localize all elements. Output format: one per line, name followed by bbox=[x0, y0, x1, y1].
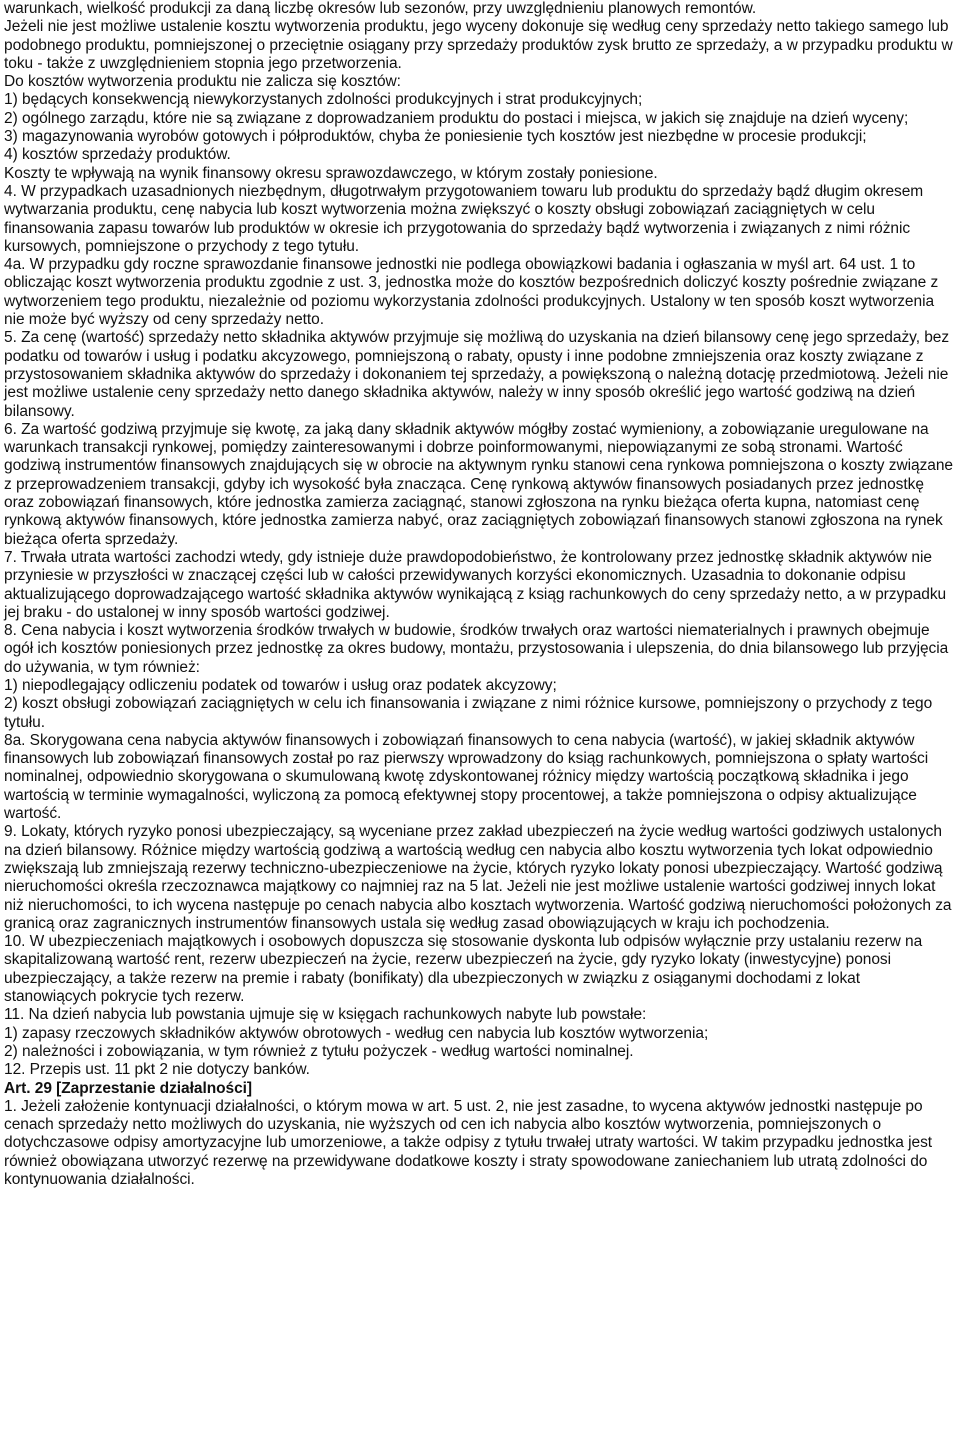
paragraph: 4. W przypadkach uzasadnionych niezbędnym, długotrwałym przygotowaniem towaru lub produktu do sprzedaży bądź długim okresem wytwarzania produktu, cenę nabycia lub koszt wytworzenia można zwiększyć o koszty obsługi zobowiązań zaciągniętych w celu finansowania zapasu towarów lub produktów w okresie ich przygotowania do sprzedaży bądź wytworzenia i związanych z nimi różnic kursowych, pomniejszone o przychody z tego tytułu. bbox=[4, 182, 924, 255]
list-item: 3) magazynowania wyrobów gotowych i półproduktów, chyba że poniesienie tych kosztów jest niezbędne w procesie produkcji; bbox=[4, 128, 867, 146]
list-item: 1) zapasy rzeczowych składników aktywów obrotowych - według cen nabycia lub kosztów wytworzenia; bbox=[4, 1024, 709, 1042]
paragraph: 5. Za cenę (wartość) sprzedaży netto składnika aktywów przyjmuje się możliwą do uzyskania na dzień bilansowy cenę jego sprzedaży, bez podatku od towarów i usług i podatku akcyzowego, pomniejszoną o rabaty, opusty i inne podobne zmniejszenia oraz koszty związane z przystosowaniem składnika aktywów do sprzedaży i dokonaniem tej sprzedaży, a powiększoną o należną dotację przedmiotową. Jeżeli nie jest możliwe ustalenie ceny sprzedaży netto danego składnika aktywów, należy w inny sposób określić jego wartość godziwą na dzień bilansowy. bbox=[4, 329, 950, 420]
paragraph: Jeżeli nie jest możliwe ustalenie kosztu wytworzenia produktu, jego wyceny dokonuje się według ceny sprzedaży netto takiego samego lub podobnego produktu, pomniejszonej o przeciętnie osiągany przy sprzedaży produktów zysk brutto ze sprzedaży, a w przypadku produktu w toku - także z uwzględnieniem stopnia jego przetworzenia. bbox=[4, 18, 953, 72]
paragraph: 12. Przepis ust. 11 pkt 2 nie dotyczy banków. bbox=[4, 1061, 310, 1079]
paragraph: Koszty te wpływają na wynik finansowy okresu sprawozdawczego, w którym zostały poniesione. bbox=[4, 164, 658, 182]
paragraph: Do kosztów wytworzenia produktu nie zalicza się kosztów: bbox=[4, 73, 401, 91]
paragraph: 8a. Skorygowana cena nabycia aktywów finansowych i zobowiązań finansowych to cena nabycia (wartość), w jakiej składnik aktywów finansowych lub zobowiązań finansowych został po raz pierwszy wprowadzony do ksiąg rachunkowych, pomniejszona o spłaty wartości nominalnej, odpowiednio skorygowana o skumulowaną kwotę zdyskontowanej różnicy między wartością początkową składnika i jego wartością w terminie wymagalności, wyliczoną za pomocą efektywnej stopy procentowej, a także pomniejszona o odpisy aktualizujące wartość. bbox=[4, 731, 929, 823]
list-item: 1) będących konsekwencją niewykorzystanych zdolności produkcyjnych i strat produkcyjnych; bbox=[4, 91, 643, 109]
article-heading: Art. 29 [Zaprzestanie działalności] bbox=[4, 1079, 253, 1097]
paragraph: 6. Za wartość godziwą przyjmuje się kwotę, za jaką dany składnik aktywów mógłby zostać wymieniony, a zobowiązanie uregulowane na warunkach transakcji rynkowej, pomiędzy zainteresowanymi i dobrze poinformowanymi, niepowiązanymi ze sobą stronami. Wartość godziwą instrumentów finansowych znajdujących się w obrocie na aktywnym rynku stanowi cena rynkowa pomniejszona o koszty związane z przeprowadzeniem transakcji, gdyby ich wysokość była znacząca. Cenę rynkową aktywów finansowych posiadanych przez jednostkę oraz zobowiązań finansowych, które jednostka zamierza zaciągnąć, stanowi zgłoszona na rynku bieżąca oferta kupna, natomiast cenę rynkową aktywów finansowych, które jednostka zamierza nabyć, oraz zaciągniętych zobowiązań finansowych stanowi zgłoszona na rynek bieżąca oferta sprzedaży. bbox=[4, 420, 953, 548]
paragraph: 11. Na dzień nabycia lub powstania ujmuje się w księgach rachunkowych nabyte lub powstałe: bbox=[4, 1006, 647, 1024]
list-item: 4) kosztów sprzedaży produktów. bbox=[4, 146, 231, 164]
paragraph: 4a. W przypadku gdy roczne sprawozdanie finansowe jednostki nie podlega obowiązkowi badania i ogłaszania w myśl art. 64 ust. 1 to obliczając koszt wytworzenia produktu zgodnie z ust. 3, jednostka może do kosztów bezpośrednich doliczyć koszty pośrednie związane z wytworzeniem tego produktu, niezależnie od poziomu wykorzystania zdolności produkcyjnych. Ustalony w ten sposób koszt wytworzenia nie może być wyższy od ceny sprzedaży netto. bbox=[4, 256, 939, 329]
paragraph: 9. Lokaty, których ryzyko ponosi ubezpieczający, są wyceniane przez zakład ubezpieczeń na życie według wartości godziwych ustalonych na dzień bilansowy. Różnice między wartością godziwą a wartością według cen nabycia albo kosztu wytworzenia tych lokat odpowiednio zwiększają lub zmniejszają rezerwy techniczno-ubezpieczeniowe na życie, których ryzyko lokaty ponosi ubezpieczający. Wartość godziwą nieruchomości określa rzeczoznawca majątkowy co najmniej raz na 5 lat. Jeżeli nie jest możliwe ustalenie wartości godziwej innych lokat niż nieruchomości, to ich wycena następuje po cenach nabycia albo kosztach wytworzenia. Wartość godziwą nieruchomości położonych za granicą oraz zagranicznych instrumentów finansowych ustala się według zasad obowiązujących w kraju ich pochodzenia. bbox=[4, 823, 952, 932]
paragraph: warunkach, wielkość produkcji za daną liczbę okresów lub sezonów, przy uwzględnieniu planowych remontów. bbox=[4, 0, 757, 17]
list-item: 1) niepodlegający odliczeniu podatek od towarów i usług oraz podatek akcyzowy; bbox=[4, 676, 557, 694]
list-item: 2) należności i zobowiązania, w tym również z tytułu pożyczek - według wartości nominalnej. bbox=[4, 1042, 634, 1060]
paragraph: 1. Jeżeli założenie kontynuacji działalności, o którym mowa w art. 5 ust. 2, nie jest zasadne, to wycena aktywów jednostki następuje po cenach sprzedaży netto możliwych do uzyskania, nie wyższych od cen ich nabycia albo kosztów wytworzenia, pomniejszonych o dotychczasowe odpisy amortyzacyjne lub umorzeniowe, a także odpisy z tytułu trwałej utraty wartości. W takim przypadku jednostka jest również obowiązana utworzyć rezerwę na przewidywane dodatkowe koszty i straty spowodowane zaniechaniem lub utratą zdolności do kontynuowania działalności. bbox=[4, 1097, 933, 1188]
paragraph: 10. W ubezpieczeniach majątkowych i osobowych dopuszcza się stosowanie dyskonta lub odpisów wyłącznie przy ustalaniu rezerw na skapitalizowaną wartość rent, rezerw ubezpieczeń na życie, rezerw ubezpieczeń na życie, gdy ryzyko lokaty (inwestycyjne) ponosi ubezpieczający, a także rezerw na premie i rabaty (bonifikaty) dla ubezpieczonych w związku z osiąganymi dochodami z lokat stanowiących pokrycie tych rezerw. bbox=[4, 933, 923, 1006]
paragraph: 8. Cena nabycia i koszt wytworzenia środków trwałych w budowie, środków trwałych oraz wartości niematerialnych i prawnych obejmuje ogół ich kosztów poniesionych przez jednostkę za okres budowy, montażu, przystosowania i ulepszenia, do dnia bilansowego lub przyjęcia do używania, w tym również: bbox=[4, 622, 949, 676]
list-item: 2) ogólnego zarządu, które nie są związane z doprowadzaniem produktu do postaci i miejsca, w jakich się znajduje na dzień wyceny; bbox=[4, 109, 909, 127]
list-item: 2) koszt obsługi zobowiązań zaciągniętych w celu ich finansowania i związane z nimi różnice kursowe, pomniejszony o przychody z tego tytułu. bbox=[4, 695, 933, 731]
paragraph: 7. Trwała utrata wartości zachodzi wtedy, gdy istnieje duże prawdopodobieństwo, że kontrolowany przez jednostkę składnik aktywów nie przyniesie w przyszłości w znaczącej części lub w całości przewidywanych korzyści ekonomicznych. Uzasadnia to dokonanie odpisu aktualizującego doprowadzającego wartość składnika aktywów wynikającą z ksiąg rachunkowych do ceny sprzedaży netto, a w przypadku jej braku - do ustalonej w inny sposób wartości godziwej. bbox=[4, 548, 947, 621]
